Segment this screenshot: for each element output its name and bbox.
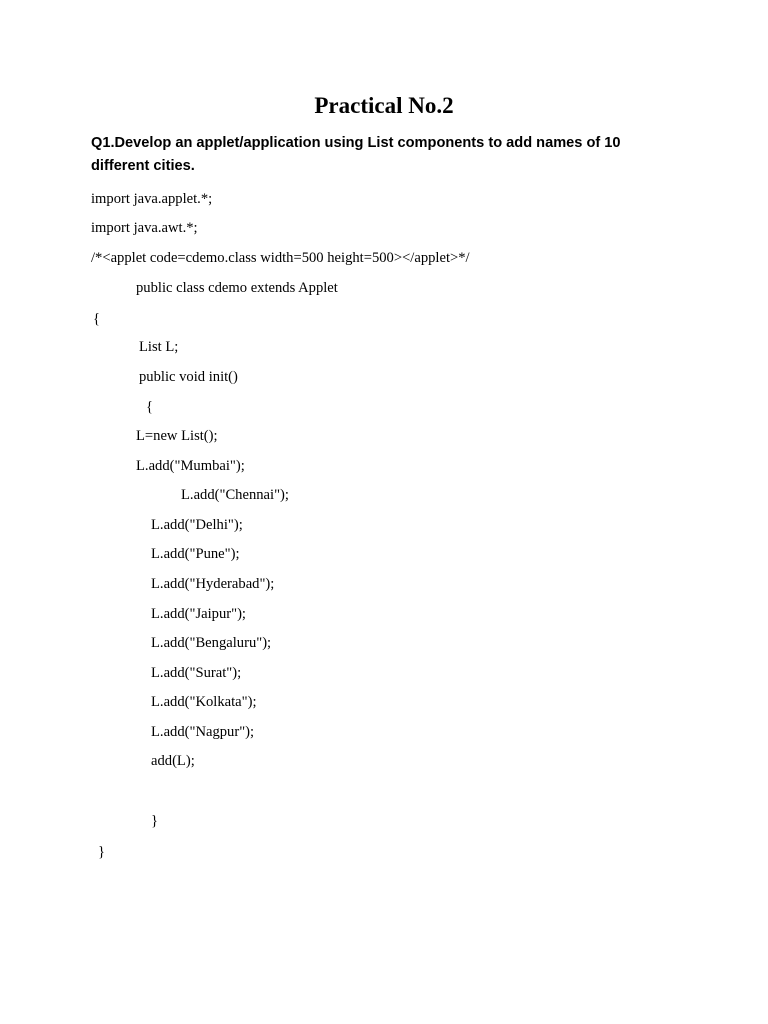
- code-line-import-applet: import java.applet.*;: [91, 191, 213, 207]
- code-line-method-open-brace: {: [146, 399, 154, 415]
- code-line-class-declaration: public class cdemo extends Applet: [136, 280, 338, 296]
- code-line-add-mumbai: L.add("Mumbai");: [136, 458, 245, 474]
- code-line-import-awt: import java.awt.*;: [91, 220, 198, 236]
- code-line-class-close-brace: }: [98, 844, 106, 860]
- code-line-class-open-brace: {: [93, 311, 101, 327]
- code-line-add-chennai: L.add("Chennai");: [181, 487, 289, 503]
- code-line-add-bengaluru: L.add("Bengaluru");: [151, 635, 272, 651]
- code-line-add-list: add(L);: [151, 753, 195, 769]
- question-text: Q1.Develop an applet/application using List components to add names of 10 different cities.: [91, 135, 621, 174]
- code-line-add-jaipur: L.add("Jaipur");: [151, 606, 246, 622]
- code-line-init-method: public void init(): [139, 369, 238, 385]
- code-line-add-hyderabad: L.add("Hyderabad");: [151, 576, 275, 592]
- code-line-applet-comment: /*<applet code=cdemo.class width=500 height=500></applet>*/: [91, 250, 470, 266]
- code-line-method-close-brace: }: [151, 813, 159, 829]
- code-line-add-nagpur: L.add("Nagpur");: [151, 724, 255, 740]
- code-line-new-list: L=new List();: [136, 428, 218, 444]
- code-line-add-delhi: L.add("Delhi");: [151, 517, 243, 533]
- code-line-add-pune: L.add("Pune");: [151, 546, 240, 562]
- code-line-add-surat: L.add("Surat");: [151, 665, 242, 681]
- code-line-add-kolkata: L.add("Kolkata");: [151, 694, 257, 710]
- code-line-list-field: List L;: [139, 339, 179, 355]
- page-title: Practical No.2: [314, 93, 454, 118]
